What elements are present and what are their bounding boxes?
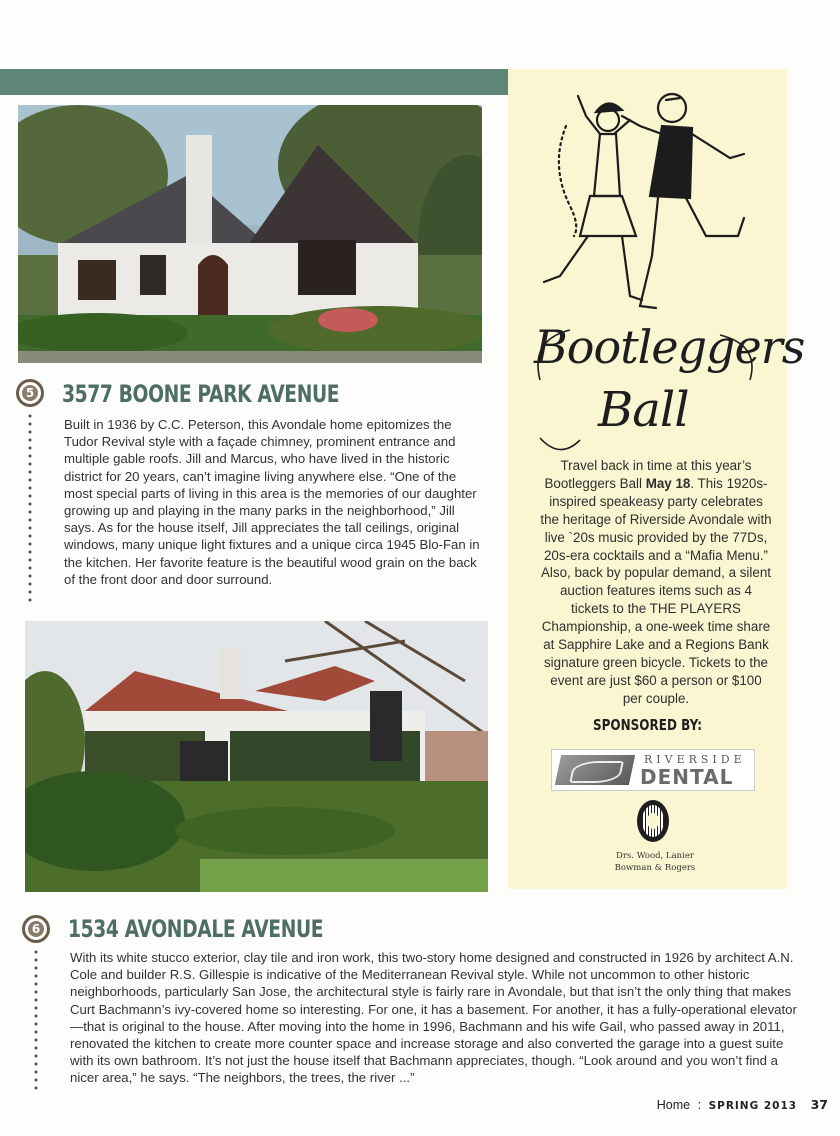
sponsor-name-top: RIVERSIDE xyxy=(644,753,746,766)
event-title xyxy=(520,320,805,460)
sponsor-doctors xyxy=(590,850,720,874)
ring-logo-icon xyxy=(637,800,669,842)
page-footer xyxy=(657,1097,828,1112)
house-6-number-badge xyxy=(22,915,50,943)
sponsor-name-bottom: DENTAL xyxy=(640,765,734,789)
magazine-name: Home xyxy=(656,1098,691,1112)
house-5-title: 3577 BOONE PARK AVENUE xyxy=(62,380,340,408)
riverside-dental-logo xyxy=(551,749,755,791)
dotted-rule xyxy=(28,412,32,606)
house-5-number: 5 xyxy=(22,385,38,401)
house-6-number: 6 xyxy=(28,921,44,937)
event-text-intro: Travel back in time at this year’s Bootleggers Ball xyxy=(544,458,752,491)
house-5-number-badge xyxy=(16,379,44,407)
footer-separator: : xyxy=(697,1098,702,1112)
event-text-details: . This 1920s-inspired speakeasy party celebrates the heritage of Riverside Avondale with live `20s music provided by the 77Ds, 20s-era cocktails and a “Mafia Menu.” Also, back by popular demand, a silent auction features items such as 4 tickets to the THE PLAYERS Championship, a one-week time share at Sapphire Lake and a Regions Bank signature green bicycle. Tickets to the event are just $60 a person or $100 per couple. xyxy=(540,475,772,706)
dental-logo-mark-icon xyxy=(555,755,635,785)
event-date: May 18 xyxy=(645,475,691,491)
event-title-line1: Bootleggers xyxy=(534,320,805,374)
doctors-line-2: Bowman & Rogers xyxy=(614,863,696,873)
sponsored-by-label: SPONSORED BY: xyxy=(592,716,703,734)
dotted-rule xyxy=(34,948,38,1093)
top-accent-bar xyxy=(0,69,508,95)
event-title-line2: Ball xyxy=(598,382,689,438)
house-6-title: 1534 AVONDALE AVENUE xyxy=(68,915,324,943)
doctors-line-1: Drs. Wood, Lanier xyxy=(616,851,694,861)
page-number: 37 xyxy=(810,1097,828,1112)
house-5-photo xyxy=(18,105,482,363)
dancing-couple-illustration xyxy=(530,86,770,318)
house-5-description: Built in 1936 by C.C. Peterson, this Avondale home epitomizes the Tudor Revival style with a façade chimney, prominent entrance and multiple gable roofs. Jill and Marcus, who have lived in the historic district for 20 years, can’t imagine living anywhere else. “One of the most special parts of living in this area is the memories of our daughter growing up and playing in the many parks in the neighborhood,” Jill says. As for the house itself, Jill appreciates the tall ceilings, original windows, many unique light fixtures and a unique circa 1945 Blo-Fan in the kitchen. Her favorite feature is the beautiful wood grain on the back of the front door and door surround. xyxy=(64,417,480,587)
house-6-description: With its white stucco exterior, clay tile and iron work, this two-story home designed and constructed in 1926 by architect A.N. Cole and builder R.S. Gillespie is indicative of the Mediterranean Revival style. While not uncommon to other historic neighborhoods, particularly San Jose, the architectural style is fairly rare in Avondale, but that isn’t the only thing that makes Curt Bachmann’s ivy-covered home so interesting. For one, it has a basement. For another, it has a fully-operational elevator—that is original to the house. After moving into the home in 1996, Bachmann and his wife Gail, who passed away in 2011, renovated the kitchen to create more counter space and increase storage and also converted the garage into a guest suite with its own bathroom. It’s not just the house itself that Bachmann appreciates, though. “Look around and you won’t find a nicer area,” he says. “The neighbors, the trees, the river ...” xyxy=(70,950,797,1086)
event-description xyxy=(540,457,772,708)
house-6-photo xyxy=(25,621,488,892)
issue-season: SPRING 2013 xyxy=(708,1100,798,1112)
